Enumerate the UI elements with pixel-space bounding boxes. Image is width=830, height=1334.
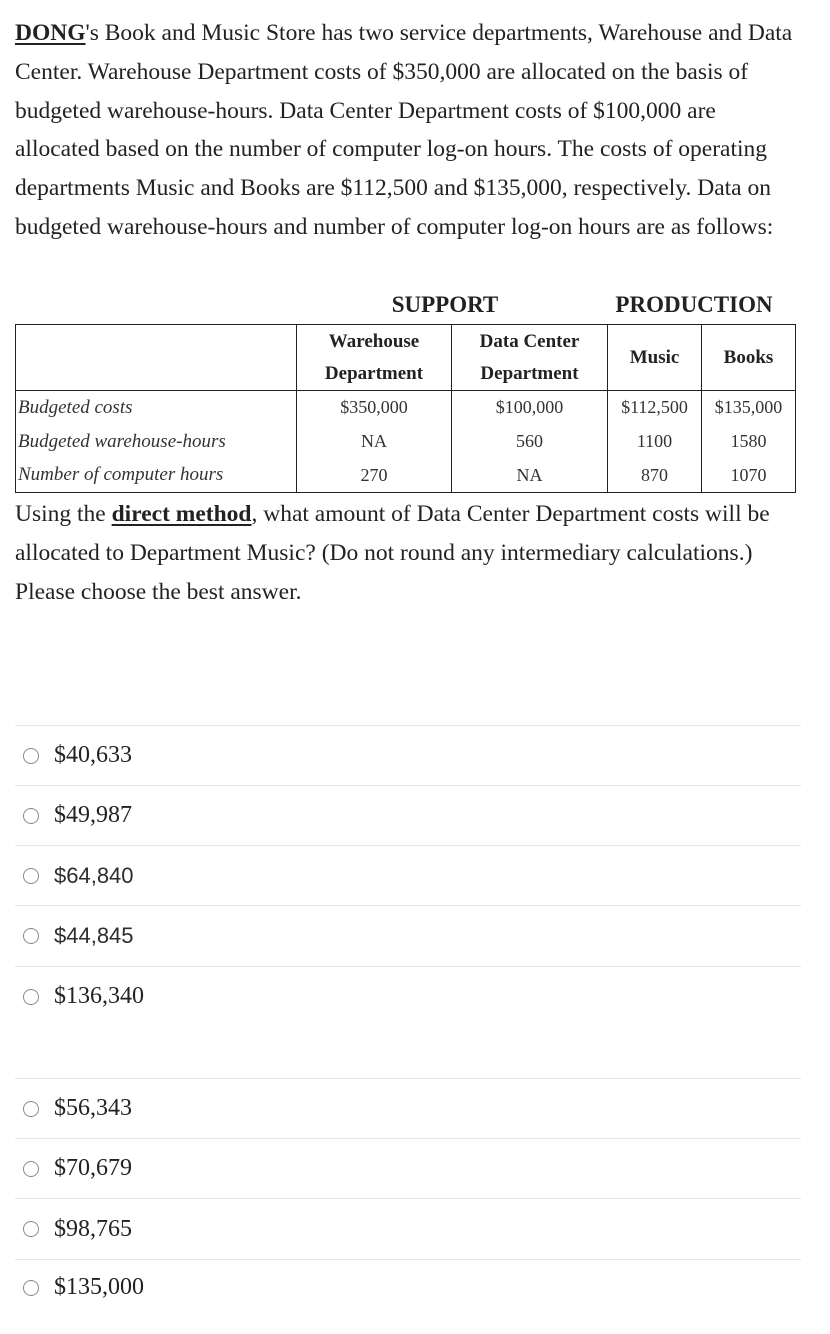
production-group-header: PRODUCTION xyxy=(615,292,773,317)
cell-music: $112,500 xyxy=(608,391,702,425)
answer-option[interactable] xyxy=(15,905,801,966)
header-data-center-department: Data Center Department xyxy=(452,325,608,391)
answer-option-label: $136,340 xyxy=(54,983,144,1009)
radio-button-icon[interactable] xyxy=(23,1161,39,1177)
answer-option-label: $56,343 xyxy=(54,1095,132,1121)
cell-music: 1100 xyxy=(608,425,702,459)
cell-data-center: NA xyxy=(452,459,608,493)
radio-button-icon[interactable] xyxy=(23,748,39,764)
header-music: Music xyxy=(608,325,702,391)
radio-button-icon[interactable] xyxy=(23,928,39,944)
cell-warehouse: $350,000 xyxy=(297,391,452,425)
header-warehouse-department: Warehouse Department xyxy=(297,325,452,391)
cell-data-center: 560 xyxy=(452,425,608,459)
radio-button-icon[interactable] xyxy=(23,808,39,824)
answer-options xyxy=(15,725,801,1315)
answer-option[interactable] xyxy=(15,1138,801,1198)
cell-warehouse: NA xyxy=(297,425,452,459)
answer-option[interactable] xyxy=(15,785,801,845)
direct-method-emphasis: direct method xyxy=(111,501,252,527)
row-label: Number of computer hours xyxy=(16,459,297,493)
answer-option-label: $70,679 xyxy=(54,1155,132,1181)
answer-option[interactable] xyxy=(15,1078,801,1138)
answer-option-label: $98,765 xyxy=(54,1215,132,1242)
cell-books: $135,000 xyxy=(702,391,796,425)
header-books: Books xyxy=(702,325,796,391)
support-group-header: SUPPORT xyxy=(391,292,499,317)
question-intro xyxy=(15,14,805,247)
options-spacer xyxy=(15,1026,801,1078)
row-label: Budgeted costs xyxy=(16,391,297,425)
radio-button-icon[interactable] xyxy=(23,1101,39,1117)
answer-option-label: $135,000 xyxy=(54,1274,144,1300)
answer-option[interactable] xyxy=(15,966,801,1026)
answer-option[interactable] xyxy=(15,1259,801,1315)
row-label: Budgeted warehouse-hours xyxy=(16,425,297,459)
radio-button-icon[interactable] xyxy=(23,1221,39,1237)
cost-data-table xyxy=(15,324,796,493)
answer-option-label: $64,840 xyxy=(54,862,134,888)
question-prompt-text: Using the direct method, what amount of Data Center Department costs will be allocated to Department Music? (Do not round any intermediary calculations.) Please choose the best answer. xyxy=(15,501,770,605)
radio-button-icon[interactable] xyxy=(23,1280,39,1296)
table-header-row xyxy=(16,325,796,391)
company-name: DONG xyxy=(15,20,86,46)
header-blank-cell xyxy=(16,325,297,391)
question-intro-text: 's Book and Music Store has two service departments, Warehouse and Data Center. Warehouse Department costs of $350,000 are allocated on the basis of budgeted warehouse-hours. Data Center Department costs of $100,000 are allocated based on the number of computer log-on hours. The costs of operating departments Music and Books are $112,500 and $135,000, respectively. Data on budgeted warehouse-hours and number of computer log-on hours are as follows: xyxy=(15,20,793,240)
question-text xyxy=(15,14,805,247)
cell-books: 1580 xyxy=(702,425,796,459)
radio-button-icon[interactable] xyxy=(23,868,39,884)
cell-data-center: $100,000 xyxy=(452,391,608,425)
answer-option[interactable] xyxy=(15,725,801,785)
cell-books: 1070 xyxy=(702,459,796,493)
answer-option[interactable] xyxy=(15,1198,801,1259)
answer-option[interactable] xyxy=(15,845,801,905)
answer-option-label: $40,633 xyxy=(54,742,132,768)
table-row xyxy=(16,459,796,493)
answer-option-label: $44,845 xyxy=(54,923,134,948)
cell-music: 870 xyxy=(608,459,702,493)
question-prompt xyxy=(15,495,805,611)
cell-warehouse: 270 xyxy=(297,459,452,493)
radio-button-icon[interactable] xyxy=(23,989,39,1005)
table-row xyxy=(16,391,796,425)
table-row xyxy=(16,425,796,459)
answer-option-label: $49,987 xyxy=(54,802,132,828)
